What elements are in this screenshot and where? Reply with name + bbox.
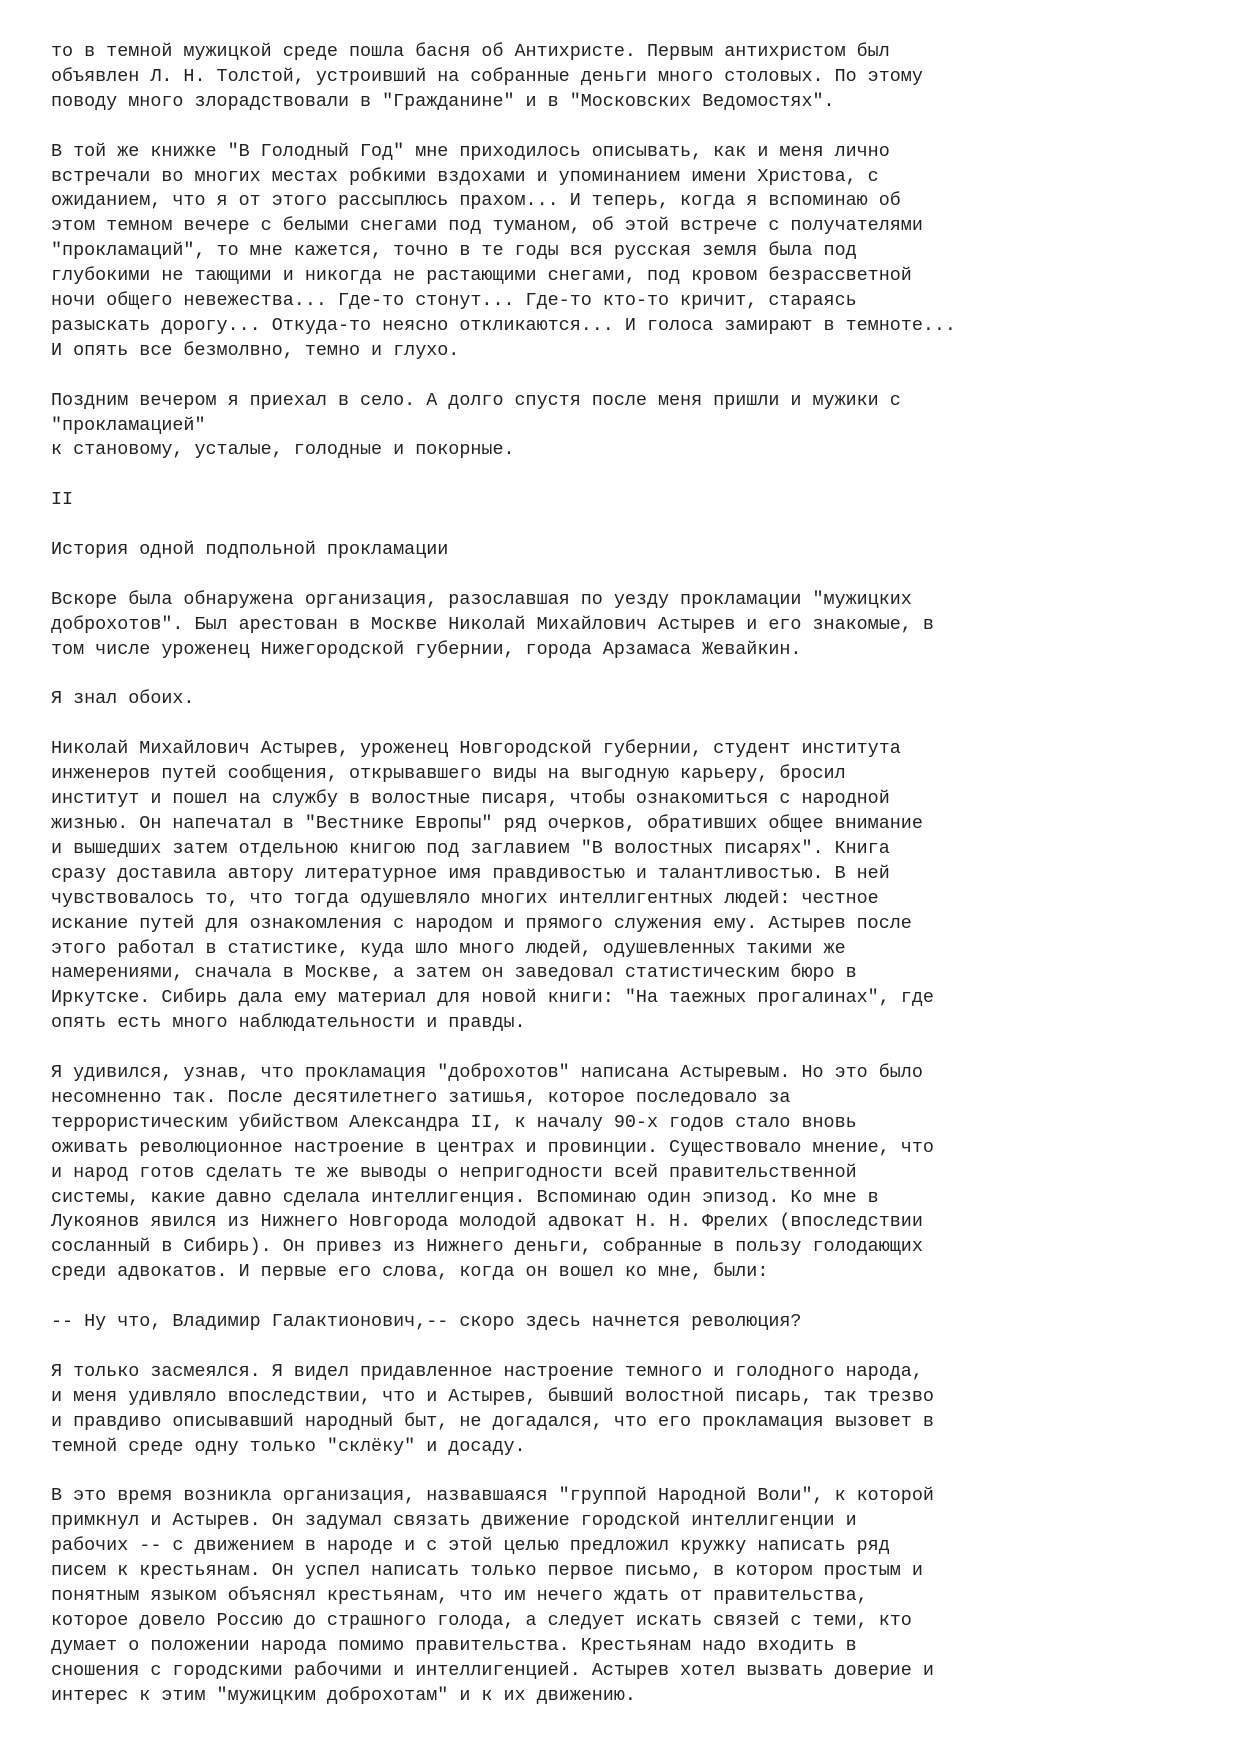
document-page xyxy=(51,40,1201,1733)
text-line: среди адвокатов. И первые его слова, когда он вошел ко мне, были: xyxy=(51,1261,769,1283)
text-line: опять есть много наблюдательности и правды. xyxy=(51,1012,526,1034)
paragraph xyxy=(51,588,1201,663)
paragraph xyxy=(51,1061,1201,1285)
text-line: объявлен Л. Н. Толстой, устроивший на собранные деньги много столовых. По этому xyxy=(51,65,923,87)
text-line: то в темной мужицкой среде пошла басня об Антихристе. Первым антихристом был xyxy=(51,41,890,62)
text-line: "прокламаций", то мне кажется, точно в те годы вся русская земля была под xyxy=(51,240,857,262)
text-line: В той же книжке "В Голодный Год" мне приходилось описывать, как и меня лично xyxy=(51,140,890,162)
text-line: жизнью. Он напечатал в "Вестнике Европы" ряд очерков, обративших общее внимание xyxy=(51,812,923,834)
text-line: сношения с городскими рабочими и интеллигенцией. Астырев хотел вызвать доверие и xyxy=(51,1659,934,1681)
text-line: Вскоре была обнаружена организация, разославшая по уезду прокламации "мужицких xyxy=(51,588,912,610)
paragraph xyxy=(51,687,1201,712)
text-line: том числе уроженец Нижегородской губернии, города Арзамаса Жевайкин. xyxy=(51,638,802,660)
text-line: искание путей для ознакомления с народом и прямого служения ему. Астырев после xyxy=(51,912,912,934)
paragraph xyxy=(51,1310,1201,1335)
paragraph xyxy=(51,488,1201,513)
text-line: и меня удивляло впоследствии, что и Астырев, бывший волостной писарь, так трезво xyxy=(51,1385,934,1407)
text-line: В это время возникла организация, назвавшаяся "группой Народной Воли", к которой xyxy=(51,1485,934,1507)
text-line: которое довело Россию до страшного голода, а следует искать связей с теми, кто xyxy=(51,1609,912,1631)
text-line: инженеров путей сообщения, открывавшего виды на выгодную карьеру, бросил xyxy=(51,763,846,785)
text-line: понятным языком объяснял крестьянам, что им нечего ждать от правительства, xyxy=(51,1585,868,1607)
text-line: И опять все безмолвно, темно и глухо. xyxy=(51,339,460,361)
text-line: и вышедших затем отдельною книгою под заглавием "В волостных писарях". Книга xyxy=(51,837,890,859)
text-line: встречали во многих местах робкими вздохами и упоминанием имени Христова, с xyxy=(51,165,879,187)
paragraph xyxy=(51,389,1201,464)
text-line: II xyxy=(51,489,74,511)
text-line: -- Ну что, Владимир Галактионович,-- скоро здесь начнется революция? xyxy=(51,1311,802,1333)
text-line: рабочих -- с движением в народе и с этой целью предложил кружку написать ряд xyxy=(51,1535,890,1557)
text-line: примкнул и Астырев. Он задумал связать движение городской интеллигенции и xyxy=(51,1510,857,1532)
text-line: к становому, усталые, голодные и покорные. xyxy=(51,439,515,461)
text-line: террористическим убийством Александра II, к началу 90-х годов стало вновь xyxy=(51,1111,857,1133)
text-line: ожиданием, что я от этого рассыплюсь прахом... И теперь, когда я вспоминаю об xyxy=(51,190,901,212)
text-line: чувствовалось то, что тогда одушевляло многих интеллигентных людей: честное xyxy=(51,887,879,909)
text-line: Поздним вечером я приехал в село. А долго спустя после меня пришли и мужики с xyxy=(51,389,901,411)
text-line: намерениями, сначала в Москве, а затем он заведовал статистическим бюро в xyxy=(51,962,857,984)
paragraph xyxy=(51,737,1201,1036)
text-line: доброхотов". Был арестован в Москве Николай Михайлович Астырев и его знакомые, в xyxy=(51,613,934,635)
paragraph xyxy=(51,1360,1201,1460)
text-line: институт и пошел на службу в волостные писаря, чтобы ознакомиться с народной xyxy=(51,788,890,810)
text-line: писем к крестьянам. Он успел написать только первое письмо, в котором простым и xyxy=(51,1560,923,1582)
text-line: этом темном вечере с белыми снегами под туманом, об этой встрече с получателями xyxy=(51,215,923,237)
text-line: думает о положении народа помимо правительства. Крестьянам надо входить в xyxy=(51,1634,857,1656)
text-line: История одной подпольной прокламации xyxy=(51,539,449,561)
document-body xyxy=(51,40,1201,1709)
paragraph xyxy=(51,1484,1201,1708)
text-line: Я только засмеялся. Я видел придавленное настроение темного и голодного народа, xyxy=(51,1360,923,1382)
text-line: интерес к этим "мужицким доброхотам" и к их движению. xyxy=(51,1684,636,1706)
text-line: Я знал обоих. xyxy=(51,688,195,710)
text-line: Лукоянов явился из Нижнего Новгорода молодой адвокат Н. Н. Фрелих (впоследствии xyxy=(51,1211,923,1233)
paragraph xyxy=(51,40,1201,115)
text-line: и правдиво описывавший народный быт, не догадался, что его прокламация вызовет в xyxy=(51,1410,934,1432)
text-line: оживать революционное настроение в центрах и провинции. Существовало мнение, что xyxy=(51,1136,934,1158)
text-line: сосланный в Сибирь). Он привез из Нижнего деньги, собранные в пользу голодающих xyxy=(51,1236,923,1258)
text-line: разыскать дорогу... Откуда-то неясно откликаются... И голоса замирают в темноте... xyxy=(51,314,956,336)
text-line: ночи общего невежества... Где-то стонут... Где-то кто-то кричит, стараясь xyxy=(51,290,857,312)
text-line: темной среде одну только "склёку" и досаду. xyxy=(51,1435,526,1457)
text-line: Николай Михайлович Астырев, уроженец Новгородской губернии, студент института xyxy=(51,738,901,760)
text-line: Иркутске. Сибирь дала ему материал для новой книги: "На таежных прогалинах", где xyxy=(51,987,934,1009)
text-line: глубокими не тающими и никогда не растающими снегами, под кровом безрассветной xyxy=(51,265,912,287)
text-line: и народ готов сделать те же выводы о непригодности всей правительственной xyxy=(51,1161,857,1183)
text-line: системы, какие давно сделала интеллигенция. Вспоминаю один эпизод. Ко мне в xyxy=(51,1186,879,1208)
text-line: этого работал в статистике, куда шло много людей, одушевленных такими же xyxy=(51,937,846,959)
text-line: "прокламацией" xyxy=(51,414,206,436)
text-line: несомненно так. После десятилетнего затишья, которое последовало за xyxy=(51,1086,791,1108)
paragraph xyxy=(51,140,1201,364)
text-line: Я удивился, узнав, что прокламация "доброхотов" написана Астыревым. Но это было xyxy=(51,1062,923,1084)
text-line: поводу много злорадствовали в "Гражданине" и в "Московских Ведомостях". xyxy=(51,90,835,112)
text-line: сразу доставила автору литературное имя правдивостью и талантливостью. В ней xyxy=(51,862,890,884)
paragraph xyxy=(51,538,1201,563)
